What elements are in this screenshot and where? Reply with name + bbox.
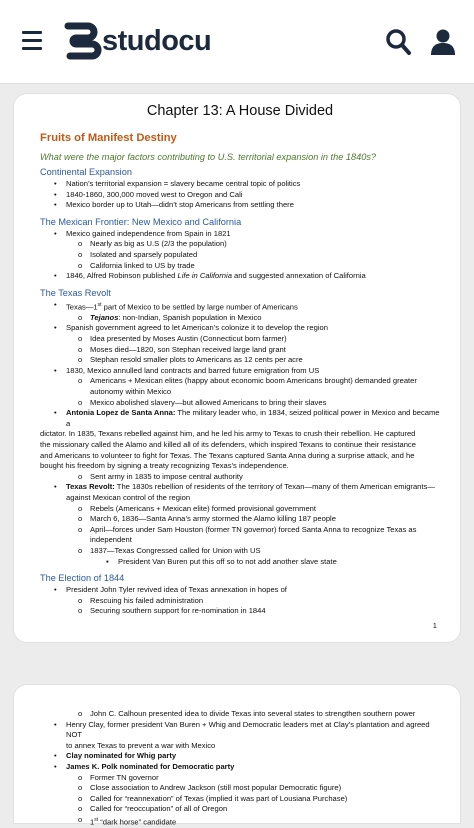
list-item: o Americans + Mexican elites (happy about economic boom Americans brought) demanded greater (78, 376, 417, 386)
list-item: • Henry Clay, former president Van Buren + Whig and Democratic leaders met at Clay’s plantation and agreed NOT (54, 719, 430, 740)
hamburger-menu-icon[interactable] (22, 31, 42, 50)
list-item: o Isolated and sparsely populated (78, 249, 198, 259)
brand-name: studocu (102, 24, 212, 57)
search-icon[interactable] (385, 28, 411, 56)
list-item: • James K. Polk nominated for Democratic party (54, 761, 235, 771)
list-item: o Stephan resold smaller plots to Americans as 12 cents per acre (78, 355, 303, 365)
list-item: • Texas—1st part of Mexico to be settled by large number of Americans (54, 299, 298, 312)
list-item: o 1837—Texas Congressed called for Union with US (78, 545, 261, 555)
list-item: • Clay nominated for Whig party (54, 751, 177, 761)
list-item: o Mexico abolished slavery—but allowed Americans to bring their slaves (78, 397, 327, 407)
list-item: • Texas Revolt: The 1830s rebellion of residents of the territory of Texan—many of them American emigrants— (54, 482, 435, 492)
list-item: o Idea presented by Moses Austin (Connecticut born farmer) (78, 334, 287, 344)
list-item: • 1840-1860, 300,000 moved west to Oregon and Cali (54, 189, 243, 199)
page-number: 1 (432, 621, 437, 630)
subsection-title: Continental Expansion (40, 167, 132, 177)
top-navigation-bar (0, 0, 474, 84)
paragraph-line: dictator. In 1835, Texans rebelled against him, and he led his army to Texas to crush their rebellion. He captured (40, 429, 416, 439)
list-item: • Mexico gained independence from Spain in 1821 (54, 228, 231, 238)
chapter-title: Chapter 13: A House Divided (146, 103, 334, 119)
subsection-title: The Election of 1844 (40, 573, 125, 584)
paragraph-line: bought his freedom by signing a treaty recognizing Texas’s independence. (40, 461, 289, 471)
list-item: o Sent army in 1835 to impose central authority (78, 471, 243, 481)
list-item: o Nearly as big as U.S (2/3 the population) (78, 239, 227, 249)
paragraph-line: and Americans to volunteer to fight for Texas. The Texans captured Santa Anna during a surprise attack, and he (40, 450, 415, 460)
list-item-continuation: independent (90, 535, 132, 545)
guiding-question: What were the major factors contributing to U.S. territorial expansion in the 1840s? (40, 152, 377, 162)
list-item: • 1830, Mexico annulled land contracts and barred future emigration from US (54, 365, 320, 375)
list-item: o March 6, 1836—Santa Anna’s army stormed the Alamo killing 187 people (78, 514, 336, 524)
list-item: • Antonia Lopez de Santa Anna: The military leader who, in 1834, seized political power in Mexico and became a (54, 408, 440, 428)
user-icon[interactable] (430, 28, 456, 56)
list-item: • Mexico border up to Utah—didn’t stop Americans from settling there (54, 200, 294, 210)
list-item: o John C. Calhoun presented idea to divide Texas into several states to strengthen southern power (78, 709, 416, 718)
list-item: • Nation’s territorial expansion = slavery became central topic of politics (54, 179, 301, 188)
list-item: o 1st “dark horse” candidate (78, 814, 177, 827)
list-item: ▪ President Van Buren put this off so to not add another slave state (106, 556, 337, 566)
section-heading: Fruits of Manifest Destiny (40, 132, 177, 144)
list-item: o Securing southern support for re-nomination in 1844 (78, 606, 266, 616)
studocu-logo[interactable] (62, 22, 211, 60)
list-item: • 1846, Alfred Robinson published Life in California and suggested annexation of California (54, 271, 366, 281)
list-item-continuation: against Mexican control of the region (66, 492, 191, 502)
paragraph-line: the missionary called the Alamo and killed all of its defenders, which inspired Texans to continue their resistance (40, 440, 416, 449)
list-item: o Rebels (Americans + Mexican elite) formed provisional government (78, 503, 317, 513)
subsection-title: The Texas Revolt (40, 287, 111, 298)
list-item: o Tejanos: non-Indian, Spanish population in Mexico (78, 312, 262, 322)
list-item: • Spanish government agreed to let American’s colonize it to develop the region (54, 323, 329, 333)
studocu-logo-mark-icon (62, 22, 98, 60)
subsection-title: The Mexican Frontier: New Mexico and California (40, 216, 242, 227)
list-item: o Rescuing his failed administration (78, 595, 204, 605)
list-item: o Moses died—1820, son Stephan received large land grant (78, 344, 286, 354)
list-item: o Former TN governor (78, 772, 159, 782)
list-item: • President John Tyler revived idea of Texas annexation in hopes of (54, 585, 287, 595)
list-item: o California linked to US by trade (78, 260, 195, 270)
list-item: o Called for “reoccupation” of all of Oregon (78, 804, 228, 814)
list-item-continuation: to annex Texas to prevent a war with Mexico (66, 740, 216, 750)
list-item-continuation: autonomy within Mexico (90, 387, 172, 397)
document-page-2 (13, 684, 461, 827)
list-item: o April—forces under Sam Houston (former TN governor) forced Santa Anna to recognize Texas as (78, 524, 417, 534)
list-item: o Called for “reannexation” of Texas (implied it was part of Lousiana Purchase) (78, 793, 348, 803)
document-page-1 (13, 93, 461, 643)
list-item: o Close association to Andrew Jackson (still most popular Democratic figure) (78, 783, 342, 793)
